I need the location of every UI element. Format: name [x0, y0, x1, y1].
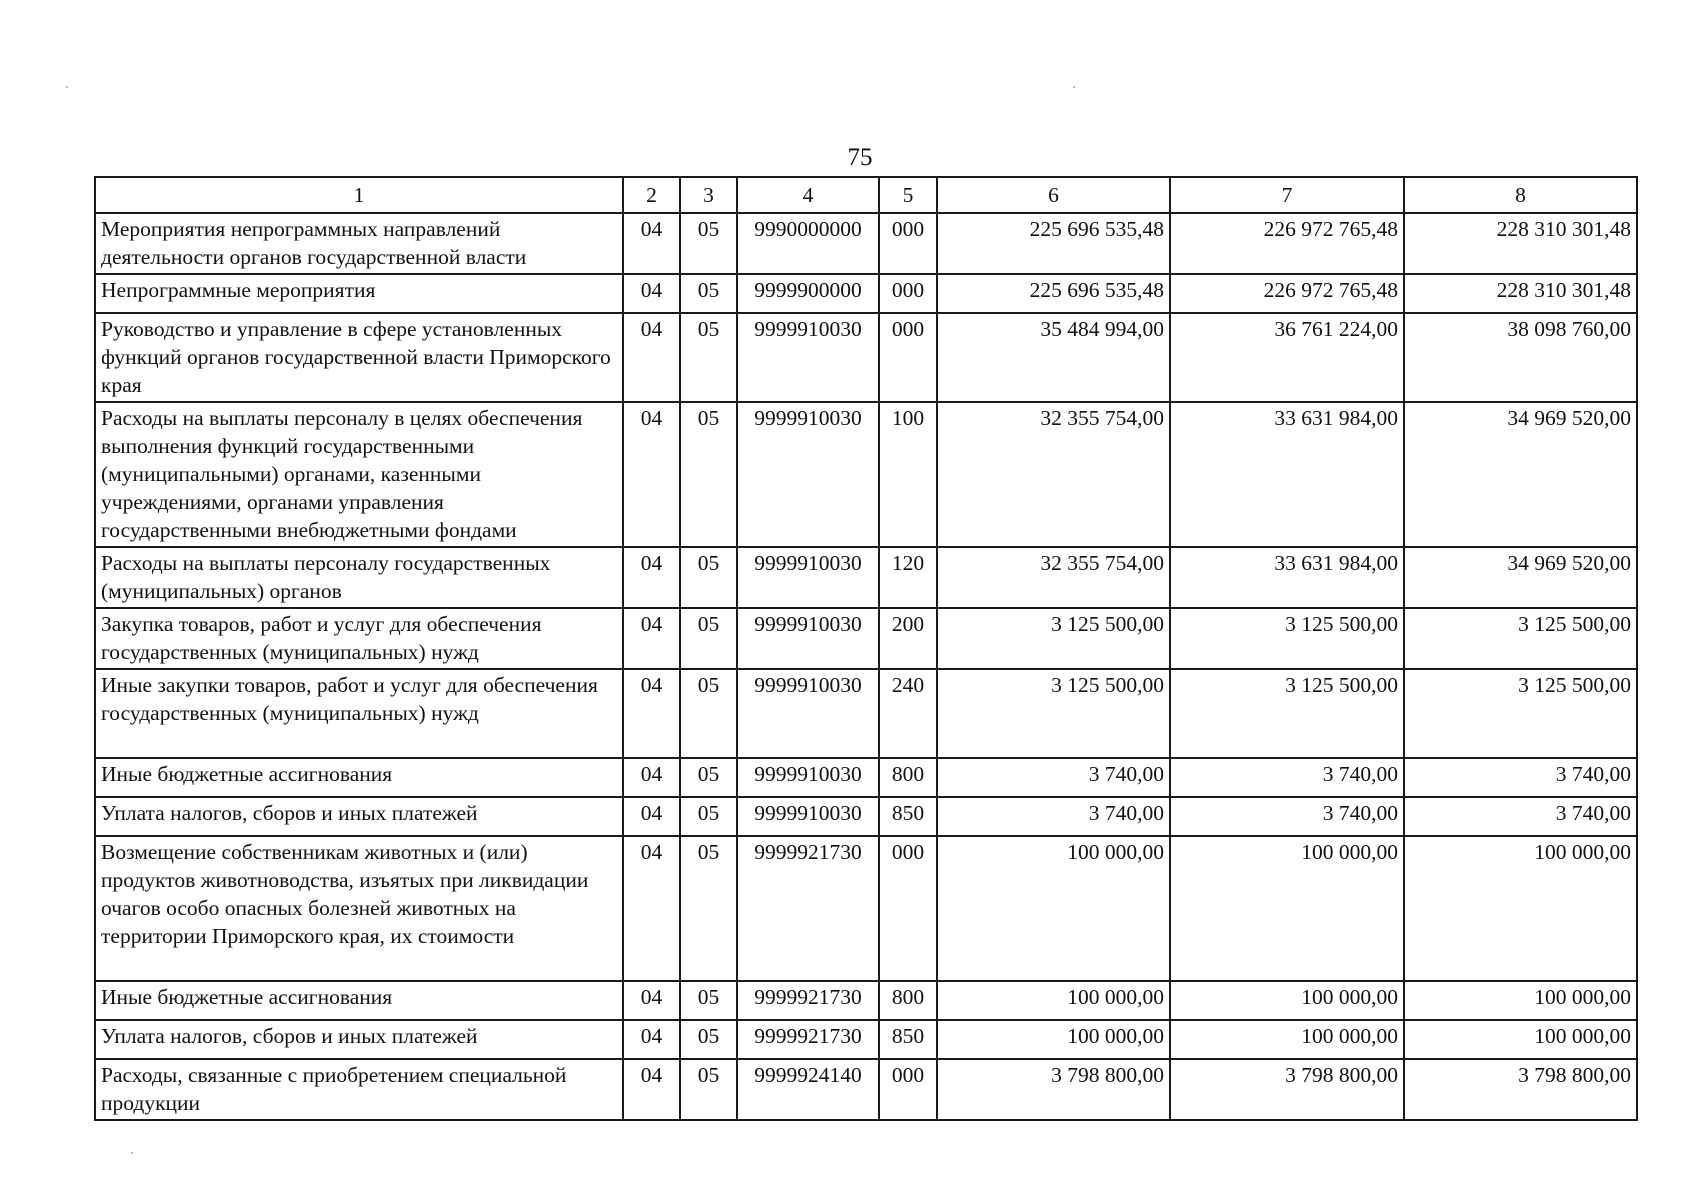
- subsection-code: 05: [680, 836, 737, 981]
- target-article-code: 9990000000: [737, 213, 879, 274]
- row-name: Иные бюджетные ассигнования: [95, 758, 623, 797]
- target-article-code: 9999910030: [737, 402, 879, 547]
- column-header: 5: [879, 177, 937, 213]
- amount-col-8: 228 310 301,48: [1404, 274, 1637, 313]
- amount-col-8: 3 125 500,00: [1404, 669, 1637, 758]
- amount-col-6: 3 740,00: [937, 797, 1170, 836]
- target-article-code: 9999910030: [737, 608, 879, 669]
- expense-type-code: 000: [879, 313, 937, 402]
- subsection-code: 05: [680, 1059, 737, 1120]
- row-name: Мероприятия непрограммных направлений деятельности органов государственной власти: [95, 213, 623, 274]
- amount-col-7: 3 125 500,00: [1170, 608, 1404, 669]
- amount-col-6: 32 355 754,00: [937, 402, 1170, 547]
- section-code: 04: [623, 608, 680, 669]
- column-header: 6: [937, 177, 1170, 213]
- amount-col-8: 100 000,00: [1404, 1020, 1637, 1059]
- expense-type-code: 850: [879, 797, 937, 836]
- expense-type-code: 000: [879, 213, 937, 274]
- section-code: 04: [623, 547, 680, 608]
- header-row: [95, 177, 1637, 213]
- amount-col-8: 100 000,00: [1404, 836, 1637, 981]
- table-row: [95, 274, 1637, 313]
- amount-col-6: 3 125 500,00: [937, 608, 1170, 669]
- expense-type-code: 000: [879, 1059, 937, 1120]
- amount-col-6: 3 798 800,00: [937, 1059, 1170, 1120]
- section-code: 04: [623, 313, 680, 402]
- subsection-code: 05: [680, 402, 737, 547]
- amount-col-7: 226 972 765,48: [1170, 213, 1404, 274]
- row-name: Иные закупки товаров, работ и услуг для обеспечения государственных (муниципальных) нужд: [95, 669, 623, 758]
- amount-col-6: 100 000,00: [937, 1020, 1170, 1059]
- expense-type-code: 000: [879, 836, 937, 981]
- amount-col-6: 225 696 535,48: [937, 213, 1170, 274]
- row-name: Непрограммные мероприятия: [95, 274, 623, 313]
- target-article-code: 9999910030: [737, 758, 879, 797]
- amount-col-8: 34 969 520,00: [1404, 402, 1637, 547]
- section-code: 04: [623, 1020, 680, 1059]
- amount-col-7: 3 798 800,00: [1170, 1059, 1404, 1120]
- column-header: 8: [1404, 177, 1637, 213]
- table-row: [95, 1059, 1637, 1120]
- amount-col-7: 3 740,00: [1170, 797, 1404, 836]
- scan-speck: [66, 86, 68, 88]
- amount-col-6: 100 000,00: [937, 836, 1170, 981]
- amount-col-7: 100 000,00: [1170, 1020, 1404, 1059]
- amount-col-7: 100 000,00: [1170, 836, 1404, 981]
- section-code: 04: [623, 274, 680, 313]
- amount-col-8: 34 969 520,00: [1404, 547, 1637, 608]
- expense-type-code: 200: [879, 608, 937, 669]
- row-name: Уплата налогов, сборов и иных платежей: [95, 1020, 623, 1059]
- scan-speck: [1073, 86, 1075, 88]
- amount-col-6: 225 696 535,48: [937, 274, 1170, 313]
- expense-type-code: 850: [879, 1020, 937, 1059]
- section-code: 04: [623, 669, 680, 758]
- subsection-code: 05: [680, 313, 737, 402]
- amount-col-7: 3 740,00: [1170, 758, 1404, 797]
- amount-col-8: 100 000,00: [1404, 981, 1637, 1020]
- table-row: [95, 313, 1637, 402]
- amount-col-7: 36 761 224,00: [1170, 313, 1404, 402]
- amount-col-6: 35 484 994,00: [937, 313, 1170, 402]
- expense-type-code: 100: [879, 402, 937, 547]
- column-header: 4: [737, 177, 879, 213]
- expense-type-code: 240: [879, 669, 937, 758]
- section-code: 04: [623, 758, 680, 797]
- section-code: 04: [623, 402, 680, 547]
- subsection-code: 05: [680, 669, 737, 758]
- column-header: 2: [623, 177, 680, 213]
- amount-col-8: 3 740,00: [1404, 758, 1637, 797]
- amount-col-6: 32 355 754,00: [937, 547, 1170, 608]
- subsection-code: 05: [680, 213, 737, 274]
- column-header: 7: [1170, 177, 1404, 213]
- target-article-code: 9999921730: [737, 981, 879, 1020]
- amount-col-6: 3 740,00: [937, 758, 1170, 797]
- subsection-code: 05: [680, 797, 737, 836]
- subsection-code: 05: [680, 758, 737, 797]
- target-article-code: 9999910030: [737, 669, 879, 758]
- amount-col-7: 100 000,00: [1170, 981, 1404, 1020]
- target-article-code: 9999921730: [737, 836, 879, 981]
- subsection-code: 05: [680, 1020, 737, 1059]
- table-row: [95, 981, 1637, 1020]
- target-article-code: 9999900000: [737, 274, 879, 313]
- expense-type-code: 800: [879, 758, 937, 797]
- table-row: [95, 797, 1637, 836]
- target-article-code: 9999924140: [737, 1059, 879, 1120]
- table-row: [95, 402, 1637, 547]
- expense-type-code: 000: [879, 274, 937, 313]
- target-article-code: 9999921730: [737, 1020, 879, 1059]
- table-row: [95, 836, 1637, 981]
- section-code: 04: [623, 981, 680, 1020]
- amount-col-6: 3 125 500,00: [937, 669, 1170, 758]
- table-row: [95, 547, 1637, 608]
- budget-table: [94, 176, 1638, 1121]
- target-article-code: 9999910030: [737, 313, 879, 402]
- section-code: 04: [623, 1059, 680, 1120]
- table-row: [95, 1020, 1637, 1059]
- row-name: Расходы на выплаты персоналу государственных (муниципальных) органов: [95, 547, 623, 608]
- row-name: Иные бюджетные ассигнования: [95, 981, 623, 1020]
- table-row: [95, 608, 1637, 669]
- amount-col-8: 38 098 760,00: [1404, 313, 1637, 402]
- amount-col-6: 100 000,00: [937, 981, 1170, 1020]
- column-header: 1: [95, 177, 623, 213]
- amount-col-7: 226 972 765,48: [1170, 274, 1404, 313]
- table-row: [95, 213, 1637, 274]
- row-name: Расходы на выплаты персоналу в целях обеспечения выполнения функций государственными (муниципальными) органами, казенными учреждениями, органами управления государственными внебюджетными фондами: [95, 402, 623, 547]
- amount-col-8: 3 798 800,00: [1404, 1059, 1637, 1120]
- row-name: Расходы, связанные с приобретением специальной продукции: [95, 1059, 623, 1120]
- amount-col-8: 3 740,00: [1404, 797, 1637, 836]
- target-article-code: 9999910030: [737, 547, 879, 608]
- table-row: [95, 758, 1637, 797]
- amount-col-8: 3 125 500,00: [1404, 608, 1637, 669]
- expense-type-code: 120: [879, 547, 937, 608]
- amount-col-7: 3 125 500,00: [1170, 669, 1404, 758]
- subsection-code: 05: [680, 547, 737, 608]
- table-body: [95, 213, 1637, 1120]
- amount-col-7: 33 631 984,00: [1170, 402, 1404, 547]
- page-number: 75: [847, 144, 873, 171]
- target-article-code: 9999910030: [737, 797, 879, 836]
- section-code: 04: [623, 213, 680, 274]
- scan-speck: [131, 1152, 133, 1154]
- row-name: Закупка товаров, работ и услуг для обеспечения государственных (муниципальных) нужд: [95, 608, 623, 669]
- amount-col-8: 228 310 301,48: [1404, 213, 1637, 274]
- section-code: 04: [623, 836, 680, 981]
- row-name: Руководство и управление в сфере установленных функций органов государственной власти Приморского края: [95, 313, 623, 402]
- row-name: Возмещение собственникам животных и (или) продуктов животноводства, изъятых при ликвидации очагов особо опасных болезней животных на территории Приморского края, их стоимости: [95, 836, 623, 981]
- row-name: Уплата налогов, сборов и иных платежей: [95, 797, 623, 836]
- column-header: 3: [680, 177, 737, 213]
- section-code: 04: [623, 797, 680, 836]
- subsection-code: 05: [680, 981, 737, 1020]
- subsection-code: 05: [680, 608, 737, 669]
- subsection-code: 05: [680, 274, 737, 313]
- table-row: [95, 669, 1637, 758]
- amount-col-7: 33 631 984,00: [1170, 547, 1404, 608]
- expense-type-code: 800: [879, 981, 937, 1020]
